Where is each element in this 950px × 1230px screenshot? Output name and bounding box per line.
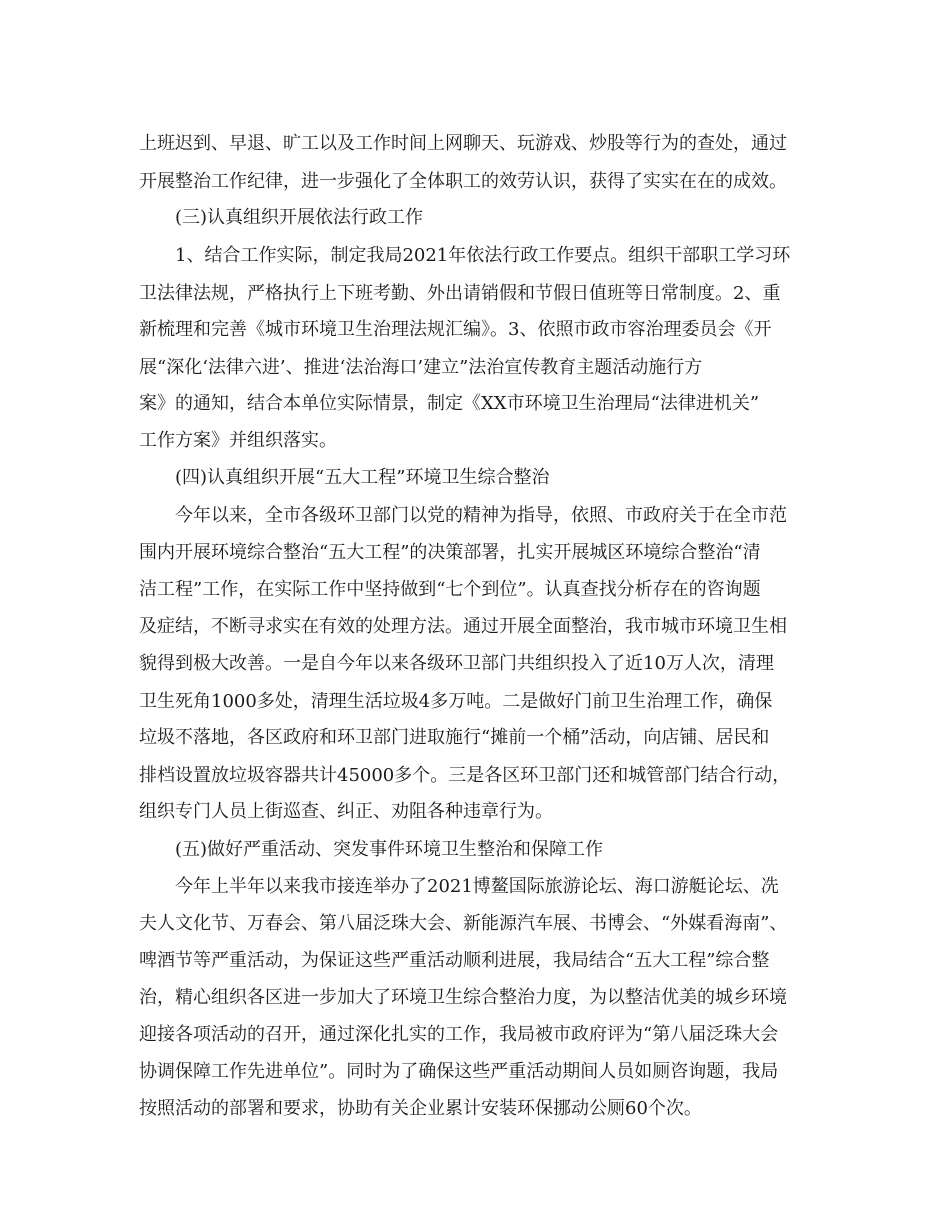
text-line: 组织专门人员上街巡查、纠正、劝阻各种违章行为。	[139, 801, 553, 822]
text-line: 及症结，不断寻求实在有效的处理方法。通过开展全面整治，我市城市环境卫生相	[139, 616, 787, 637]
text-line: 今年以来，全市各级环卫部门以党的精神为指导，依照、市政府关于在全市范	[175, 505, 787, 526]
text-line: 工作方案》并组织落实。	[139, 430, 337, 451]
section-heading: (五)做好严重活动、突发事件环境卫生整治和保障工作	[175, 839, 604, 860]
text-line: 洁工程”工作，在实际工作中坚持做到“七个到位”。认真查找分析存在的咨询题	[139, 579, 761, 600]
text-line: 夫人文化节、万春会、第八届泛珠大会、新能源汽车展、书博会、“外媒看海南”、	[139, 913, 788, 934]
text-line: 卫生死角1000多处，清理生活垃圾4多万吨。二是做好门前卫生治理工作，确保	[139, 691, 773, 712]
text-line: 卫法律法规，严格执行上下班考勤、外出请销假和节假日值班等日常制度。2、重	[139, 283, 781, 304]
text-line: 1、结合工作实际，制定我局2021年依法行政工作要点。组织干部职工学习环	[175, 245, 791, 266]
section-heading: (四)认真组织开展“五大工程”环境卫生综合整治	[175, 467, 550, 488]
text-line: 治，精心组织各区进一步加大了环境卫生综合整治力度，为以整洁优美的城乡环境	[139, 987, 787, 1008]
text-line: 迎接各项活动的召开，通过深化扎实的工作，我局被市政府评为“第八届泛珠大会	[139, 1024, 779, 1045]
text-line: 啤酒节等严重活动，为保证这些严重活动顺利进展，我局结合“五大工程”综合整	[139, 950, 770, 971]
text-line: 开展整治工作纪律，进一步强化了全体职工的效劳认识，获得了实实在在的成效。	[139, 171, 787, 192]
text-line: 上班迟到、早退、旷工以及工作时间上网聊天、玩游戏、炒股等行为的查处，通过	[139, 133, 787, 154]
text-line: 协调保障工作先进单位”。同时为了确保这些严重活动期间人员如厕咨询题，我局	[139, 1061, 779, 1082]
text-line: 貌得到极大改善。一是自今年以来各级环卫部门共组织投入了近10万人次，清理	[139, 653, 774, 674]
text-line: 按照活动的部署和要求，协助有关企业累计安装环保挪动公厕60个次。	[139, 1098, 702, 1119]
text-line: 展“深化‘法律六进’、推进‘法治海口’建立”法治宣传教育主题活动施行方	[139, 357, 703, 378]
text-line: 案》的通知，结合本单位实际情景，制定《XX市环境卫生治理局“法律进机关”	[139, 393, 760, 414]
text-line: 围内开展环境综合整治“五大工程”的决策部署，扎实开展城区环境综合整治“清	[139, 542, 761, 563]
text-line: 排档设置放垃圾容器共计45000多个。三是各区环卫部门还和城管部门结合行动，	[139, 765, 791, 786]
text-line: 垃圾不落地，各区政府和环卫部门进取施行“摊前一个桶”活动，向店铺、居民和	[139, 727, 770, 748]
section-heading: (三)认真组织开展依法行政工作	[175, 207, 424, 228]
text-line: 新梳理和完善《城市环境卫生治理法规汇编》。3、依照市政市容治理委员会《开	[139, 319, 772, 340]
text-line: 今年上半年以来我市接连举办了2021博鳌国际旅游论坛、海口游艇论坛、冼	[175, 876, 779, 897]
